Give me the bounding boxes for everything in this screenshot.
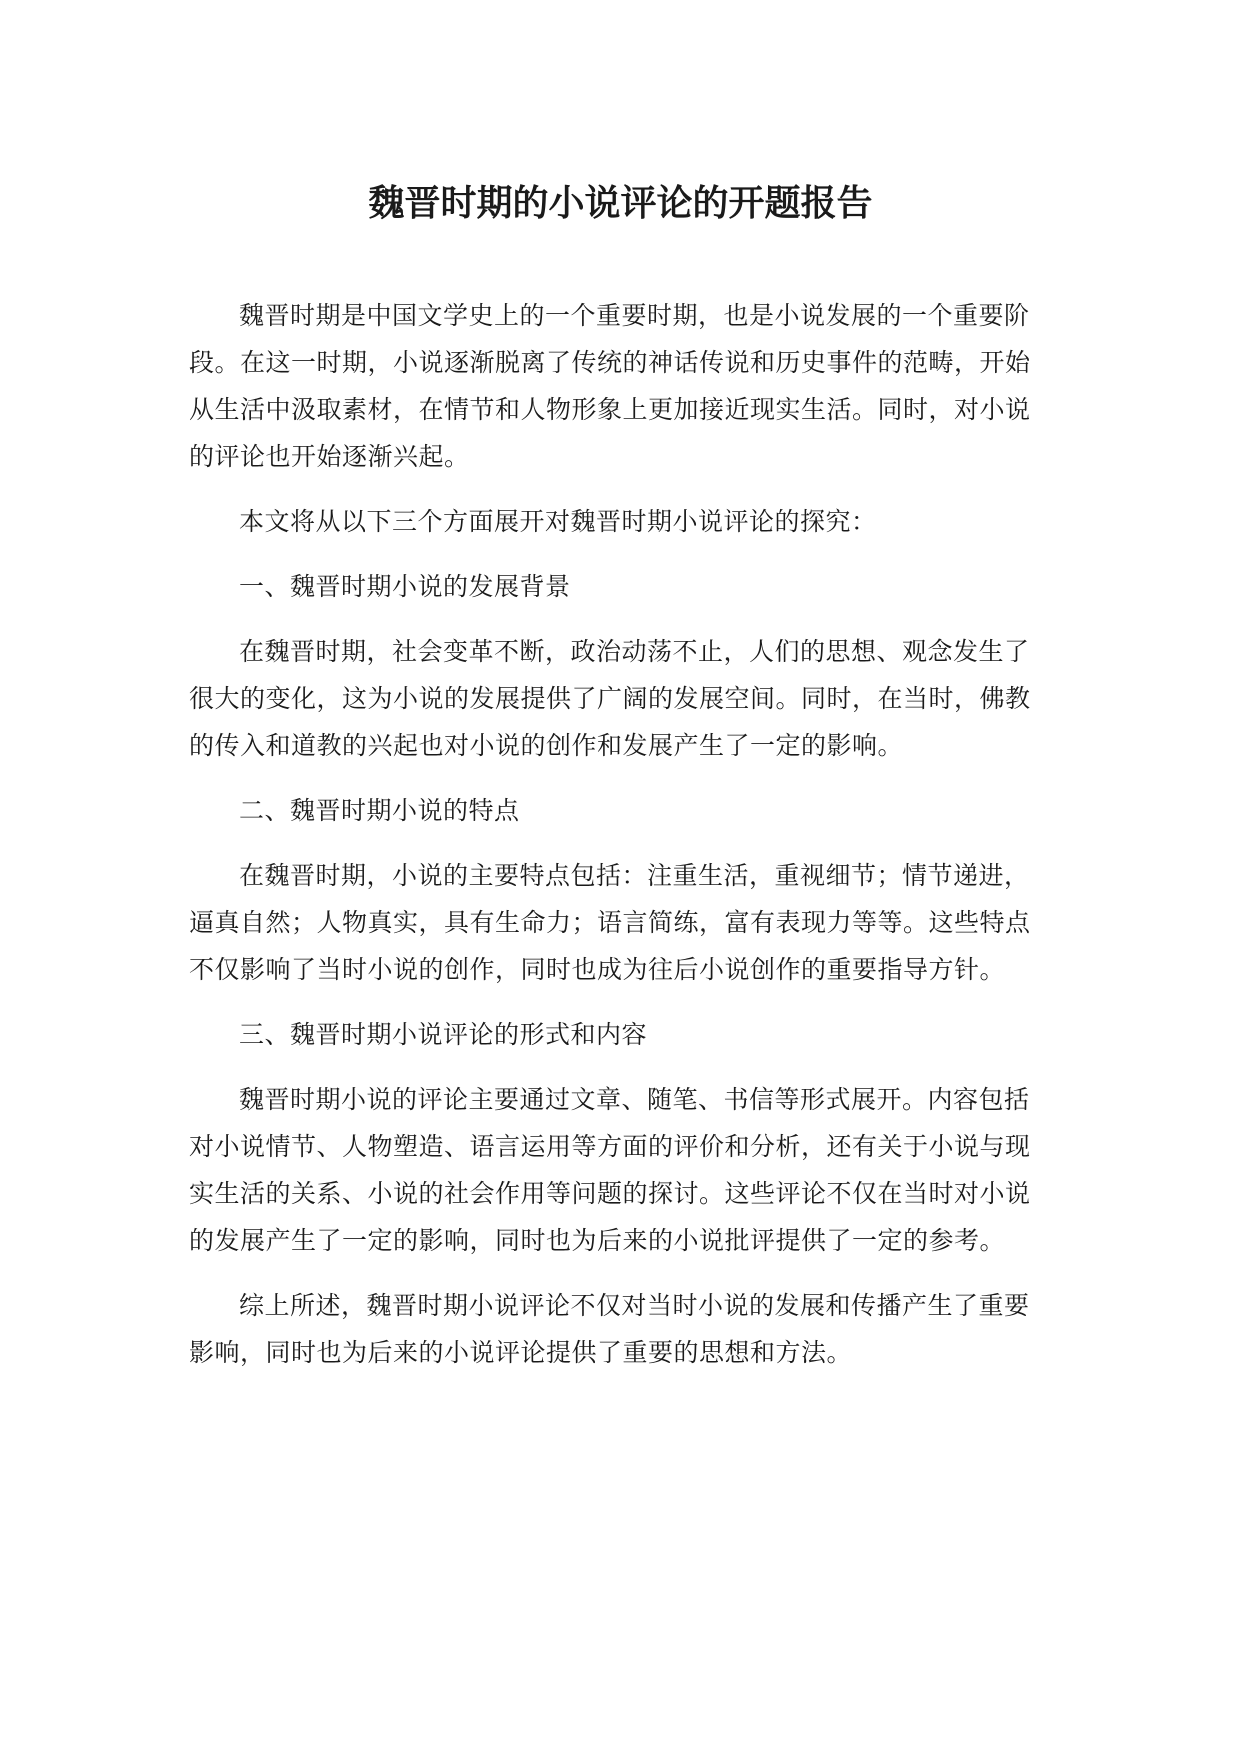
paragraph-outline: 本文将从以下三个方面展开对魏晋时期小说评论的探究： bbox=[239, 507, 877, 536]
paragraph-background: 在魏晋时期，社会变革不断，政治动荡不止，人们的思想、观念发生了很大的变化，这为小说的发展提供了广阔的发展空间。同时，在当时，佛教的传入和道教的兴起也对小说的创作和发展产生了一定的影响。 bbox=[189, 637, 1031, 760]
paragraph-intro: 魏晋时期是中国文学史上的一个重要时期，也是小说发展的一个重要阶段。在这一时期，小说逐渐脱离了传统的神话传说和历史事件的范畴，开始从生活中汲取素材，在情节和人物形象上更加接近现实生活。同时，对小说的评论也开始逐渐兴起。 bbox=[189, 301, 1031, 471]
section-heading-1: 一、魏晋时期小说的发展背景 bbox=[239, 572, 571, 601]
paragraph-forms-content: 魏晋时期小说的评论主要通过文章、随笔、书信等形式展开。内容包括对小说情节、人物塑造、语言运用等方面的评价和分析，还有关于小说与现实生活的关系、小说的社会作用等问题的探讨。这些评论不仅在当时对小说的发展产生了一定的影响，同时也为后来的小说批评提供了一定的参考。 bbox=[189, 1085, 1031, 1255]
document-title: 魏晋时期的小说评论的开题报告 bbox=[368, 183, 873, 224]
paragraph-conclusion: 综上所述，魏晋时期小说评论不仅对当时小说的发展和传播产生了重要影响，同时也为后来的小说评论提供了重要的思想和方法。 bbox=[189, 1291, 1030, 1367]
section-heading-3: 三、魏晋时期小说评论的形式和内容 bbox=[239, 1020, 648, 1049]
document-body bbox=[189, 292, 1051, 1376]
section-heading-2: 二、魏晋时期小说的特点 bbox=[239, 796, 520, 825]
paragraph-features: 在魏晋时期，小说的主要特点包括：注重生活，重视细节；情节递进，逼真自然；人物真实，具有生命力；语言简练，富有表现力等等。这些特点不仅影响了当时小说的创作，同时也成为往后小说创作的重要指导方针。 bbox=[189, 861, 1031, 984]
